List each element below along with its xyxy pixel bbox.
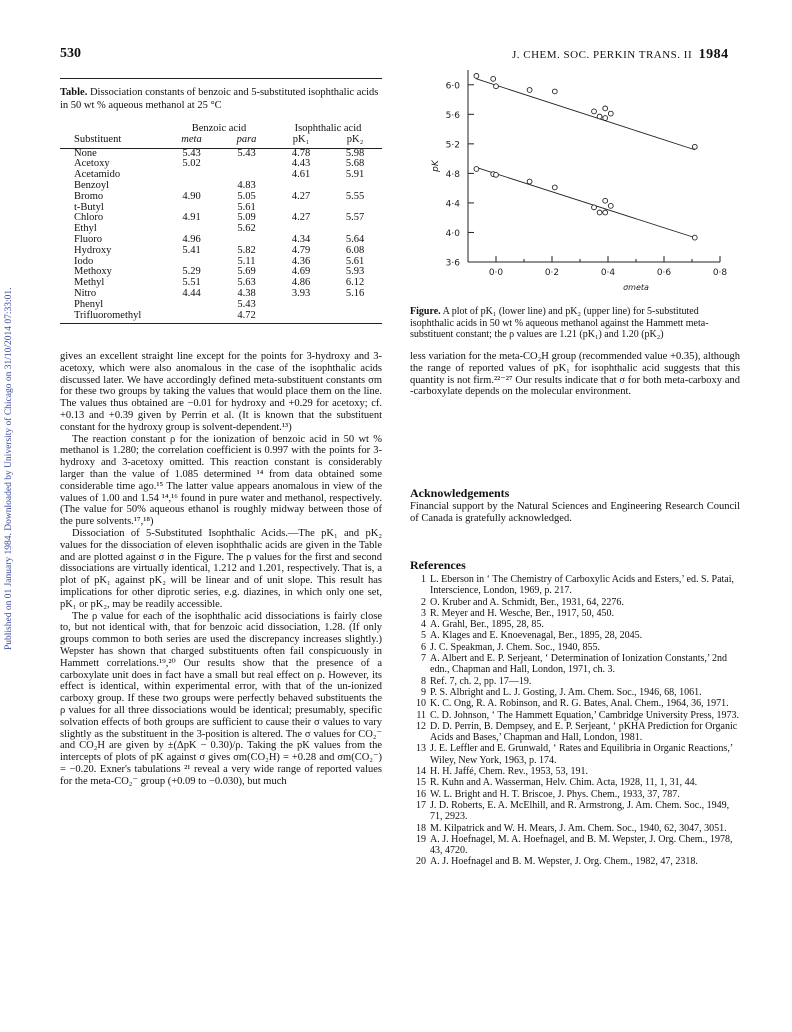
table-cell-pk2: 5.55	[345, 190, 365, 202]
reference-item	[410, 619, 740, 630]
table-cell-sub: Fluoro	[74, 233, 103, 245]
table-cell-para: 5.09	[237, 212, 256, 224]
reference-item	[410, 676, 740, 687]
reference-item	[410, 608, 740, 619]
table-cell-pk1	[274, 300, 328, 311]
data-point	[692, 144, 697, 149]
table-cell-pk2: 5.57	[345, 212, 365, 224]
data-point	[603, 210, 608, 215]
reference-text: D. D. Perrin, B. Dempsey, and E. P. Serjeant, ‘ pKHA Prediction for Organic Acids and Bases,’ Chapman and Hall, London, 1981.	[430, 720, 738, 744]
col-pk2: pK₂	[346, 133, 364, 145]
reference-number: 11	[416, 709, 426, 721]
table-cell-meta: 4.91	[182, 212, 201, 224]
header-rule	[60, 78, 382, 79]
data-point	[692, 235, 697, 240]
reference-text: A. Albert and E. P. Serjeant, ‘ Determination of Ionization Constants,’ 2nd edn., Chapman and Hall, London, 1971, ch. 3.	[430, 653, 727, 676]
table-cell-sub: t-Butyl	[74, 201, 104, 213]
data-point	[527, 88, 532, 93]
journal-name: J. CHEM. SOC. PERKIN TRANS. II	[512, 49, 693, 61]
table-cell-pk1: 3.93	[291, 287, 311, 299]
reference-number: 9	[421, 686, 426, 698]
reference-item	[410, 698, 740, 709]
table-cell-pk1: 4.27	[291, 190, 311, 202]
reference-number: 1	[421, 574, 426, 585]
table-bottom-rule	[60, 321, 382, 324]
x-tick-label: 0·4	[600, 268, 616, 278]
reference-number: 12	[416, 720, 426, 732]
references-list	[410, 574, 740, 868]
col-pk1: pK₁	[292, 133, 310, 145]
table-row	[60, 267, 382, 278]
data-point	[552, 185, 557, 190]
reference-item	[410, 766, 740, 777]
reference-item	[410, 597, 740, 608]
table-cell-sub: Acetoxy	[74, 158, 110, 170]
data-point	[608, 111, 613, 116]
table-row	[60, 224, 382, 235]
table-cell-pk2: 5.64	[345, 233, 365, 245]
table-cell-pk2: 5.68	[345, 158, 365, 170]
table-cell-pk1: 4.79	[291, 244, 311, 256]
reference-number: 15	[416, 777, 426, 789]
reference-number: 10	[416, 698, 426, 710]
table-cell-pk1: 4.43	[291, 158, 311, 170]
reference-item	[410, 653, 740, 676]
data-point	[527, 179, 532, 184]
table-cell-pk2: 5.98	[345, 147, 365, 159]
paragraph-5: less variation for the meta-CO₂H group (recommended value +0.35), although the range of reported values of pK₁ for isophthalic acid suggests that this quantity is not firm.²²⁻²⁷ Our results indicate that σ for both meta-carboxy and -carboxylate depends on the molecular environment.	[410, 351, 740, 398]
reference-item	[410, 834, 740, 857]
reference-item	[410, 721, 740, 744]
acknowledgements-heading: Acknowledgements	[410, 486, 510, 500]
reference-item	[410, 789, 740, 800]
data-point	[494, 84, 499, 89]
y-tick-label: 4·8	[445, 169, 460, 180]
table-cell-sub: Benzoyl	[74, 179, 109, 191]
table-cell-para: 5.69	[237, 266, 256, 278]
table-cell-pk2: 5.91	[345, 169, 365, 181]
reference-text: W. L. Bright and H. T. Briscoe, J. Phys. Chem., 1933, 37, 787.	[430, 788, 680, 800]
table-cell-para: 4.38	[237, 287, 256, 299]
table-cell-pk2: 5.16	[345, 287, 365, 299]
reference-item	[410, 574, 740, 597]
x-tick-label: 0·0	[488, 268, 504, 278]
pk-vs-sigma-chart	[410, 62, 740, 302]
reference-number: 5	[421, 630, 426, 642]
y-tick-label: 5·2	[445, 140, 460, 151]
paragraph-3: Dissociation of 5-Substituted Isophthalic Acids.—The pK₁ and pK₂ values for the dissociation of eleven isophthalic acids are given in the Table and are plotted against σ in the Figure. The ρ values for the first and second dissociations are virtually identical, 1.212 and 1.201, respectively. That is, a plot of pK₁ against pK₂ will be linear and of unit slope. This result has implications for other diprotic series, e.g. diazines, in which only one set, pK₁ or pK₂, may be readily accessible.	[60, 527, 382, 610]
reference-text: J. C. Speakman, J. Chem. Soc., 1940, 855.	[430, 641, 600, 653]
table-cell-pk2: 5.61	[345, 255, 365, 267]
paragraph-4: The ρ value for each of the isophthalic acid dissociations is fairly close to, but not identical with, that for benzoic acid dissociation, 1.28. (If only groups common to both series are used the discrepancy increases slightly.) Wepster has shown that charged substituents often fail conspicuously in Hammett correlations.¹⁹,²⁰ Our results show that the presence of a carboxylate unit does in fact have a small but real effect on ρ. However, its effect is identical, within experimental error, with that of the un-ionized carboxy group. If these two groups were perfectly behaved substituents the ρ values for all three dissociations would be identical; presumably, specific solvation effects of both groups are sufficient to cause their σ values to vary slightly as the substituent in the 3-position is altered. The σ values for CO₂⁻ and CO₂H are given by ±(ΔpK − 0.30)/ρ. Taking the pK values from the intercepts of plots of pK against σ gives σm(CO₂H) = +0.28 and σm(CO₂⁻) = −0.20. Exner's tabulations ²¹ reveal a very wide range of reported values for the meta-CO₂⁻ group (+0.09 to −0.030), but much	[60, 610, 382, 787]
table-cell-meta: 5.51	[182, 277, 201, 289]
reference-text: C. D. Johnson, ‘ The Hammett Equation,’ Cambridge University Press, 1973.	[430, 709, 740, 721]
table-row	[60, 289, 382, 300]
table-row	[60, 278, 382, 289]
table-cell-meta: 4.90	[182, 190, 201, 202]
x-tick-label: 0·6	[656, 268, 672, 278]
table-cell-pk1: 4.36	[291, 255, 311, 267]
table-cell-meta: 4.96	[182, 233, 201, 245]
fit-line	[476, 79, 694, 150]
reference-text: K. C. Ong, R. A. Robinson, and R. G. Bates, Anal. Chem., 1964, 36, 1971.	[430, 698, 729, 710]
right-column-body	[410, 351, 740, 398]
table-row	[60, 203, 382, 214]
reference-text: P. S. Albright and L. J. Gosting, J. Am. Chem. Soc., 1946, 68, 1061.	[430, 686, 702, 698]
table-row	[60, 300, 382, 311]
y-tick-label: 6·0	[445, 81, 460, 92]
table-cell-pk2	[328, 311, 382, 322]
data-point	[474, 167, 479, 172]
col-meta: meta	[181, 133, 202, 145]
reference-text: A. J. Hoefnagel and B. M. Wepster, J. Org. Chem., 1982, 47, 2318.	[430, 856, 698, 868]
y-tick-label: 4·4	[445, 199, 460, 210]
y-tick-label: 5·6	[445, 110, 460, 121]
reference-number: 2	[421, 596, 426, 608]
paragraph-2: The reaction constant ρ for the ionization of benzoic acid in 50 wt % methanol is 1.280; the correlation coefficient is 0.997 with the points for 3-hydroxy and 3-acetoxy omitted. This reaction constant is considerably larger than the value of 1.085 determined ¹⁴ from data obtained some considerable time ago.¹⁵ The latter value appears anomalous in view of the values of 1.00 and 1.54 ¹⁴,¹⁶ found in pure water and methanol, respectively. (The value for 50% aqueous ethanol is roughly midway between those of the pure solvents.¹⁷,¹⁸)	[60, 433, 382, 528]
data-point	[552, 89, 557, 94]
y-tick-label: 4·0	[445, 228, 460, 239]
table-cell-sub: Ethyl	[74, 223, 97, 235]
y-axis-label: pK	[431, 160, 441, 172]
table-cell-para: 5.82	[237, 244, 256, 256]
table-row	[60, 311, 382, 322]
y-tick-label: 3·6	[445, 258, 460, 269]
reference-text: M. Kilpatrick and W. H. Mears, J. Am. Chem. Soc., 1940, 62, 3047, 3051.	[430, 822, 727, 834]
table-cell-sub: Trifluoromethyl	[74, 309, 142, 321]
table-cell-pk2: 6.12	[345, 277, 365, 289]
table-cell-pk1: 4.86	[291, 277, 311, 289]
reference-text: J. D. Roberts, E. A. McElhill, and R. Armstrong, J. Am. Chem. Soc., 1949, 71, 2923.	[430, 799, 730, 823]
reference-item	[410, 630, 740, 641]
reference-item	[410, 710, 740, 721]
table-row	[60, 246, 382, 257]
references-heading: References	[410, 558, 466, 572]
table-cell-pk2: 5.93	[345, 266, 365, 278]
reference-item	[410, 687, 740, 698]
data-point	[603, 116, 608, 121]
data-point	[597, 114, 602, 119]
table-caption	[60, 86, 382, 112]
data-point	[474, 74, 479, 79]
table-cell-sub: Phenyl	[74, 298, 104, 310]
col-para: para	[236, 133, 257, 145]
dissociation-table	[60, 124, 382, 324]
table-cell-meta: 5.41	[182, 244, 201, 256]
table-cell-para: 4.83	[237, 179, 256, 191]
left-column-body	[60, 351, 382, 787]
reference-text: O. Kruber and A. Schmidt, Ber., 1931, 64, 2276.	[430, 596, 624, 608]
reference-item	[410, 823, 740, 834]
journal-year: 1984	[698, 47, 729, 62]
table-cell-meta: 5.29	[182, 266, 201, 278]
reference-text: L. Eberson in ‘ The Chemistry of Carboxylic Acids and Esters,’ ed. S. Patai, Interscience, London, 1969, p. 217.	[430, 574, 735, 597]
table-cell-para: 5.62	[237, 223, 256, 235]
table-cell-sub: Chloro	[74, 212, 104, 224]
reference-text: H. H. Jaffé, Chem. Rev., 1953, 53, 191.	[430, 766, 589, 778]
reference-number: 8	[421, 675, 426, 687]
reference-item	[410, 642, 740, 653]
table-cell-meta	[164, 170, 219, 181]
reference-text: A. Klages and E. Knoevenagal, Ber., 1895, 28, 2045.	[430, 630, 643, 642]
table-cell-pk1: 4.69	[291, 266, 311, 278]
reference-number: 19	[416, 833, 426, 845]
watermark-text: Published on 01 January 1984. Downloaded by University of Chicago on 31/10/2014 07:33:01.	[4, 287, 14, 650]
table-caption-text: Dissociation constants of benzoic and 5-substituted isophthalic acids in 50 wt % aqueous methanol at 25 °C	[60, 87, 379, 111]
table-cell-sub: Methyl	[74, 277, 105, 289]
reference-text: A. Grahl, Ber., 1895, 28, 85.	[430, 619, 544, 631]
table-cell-para: 5.61	[237, 201, 256, 213]
table-cell-pk1	[274, 311, 328, 322]
data-point	[608, 203, 613, 208]
table-row	[60, 181, 382, 192]
reference-text: R. Kuhn and A. Wasserman, Helv. Chim. Acta, 1928, 11, 1, 31, 44.	[430, 777, 698, 789]
reference-number: 7	[421, 653, 426, 665]
table-cell-pk2: 6.08	[345, 244, 365, 256]
data-point	[592, 205, 597, 210]
table-row	[60, 213, 382, 224]
group-benzoic: Benzoic acid	[191, 123, 247, 134]
data-point	[603, 198, 608, 203]
x-tick-label: 0·2	[544, 268, 560, 278]
reference-number: 20	[416, 856, 426, 868]
table-cell-para: 5.11	[237, 255, 256, 267]
table-cell-pk1: 4.27	[291, 212, 311, 224]
download-watermark	[4, 130, 18, 650]
table-cell-sub: Bromo	[74, 190, 104, 202]
table-cell-pk1: 4.78	[291, 147, 311, 159]
data-point	[603, 106, 608, 111]
reference-number: 6	[421, 641, 426, 653]
reference-number: 3	[421, 607, 426, 619]
table-cell-sub: Nitro	[74, 287, 97, 299]
table-cell-sub: Acetamido	[74, 169, 121, 181]
reference-number: 13	[416, 743, 426, 755]
acknowledgements-text: Financial support by the Natural Sciences and Engineering Research Council of Canada is gratefully acknowledged.	[410, 501, 740, 524]
journal-header	[512, 47, 729, 63]
table-cell-meta: 5.02	[182, 158, 201, 170]
reference-item	[410, 800, 740, 823]
table-cell-para: 5.05	[237, 190, 256, 202]
table-cell-para: 5.43	[237, 298, 256, 310]
table-cell-meta: 5.43	[182, 147, 201, 159]
group-isophthalic: Isophthalic acid	[294, 123, 362, 134]
reference-number: 14	[416, 766, 426, 778]
figure-caption-label: Figure.	[410, 306, 441, 317]
reference-number: 4	[421, 619, 426, 631]
data-point	[494, 172, 499, 177]
reference-text: R. Meyer and H. Wesche, Ber., 1917, 50, 450.	[430, 607, 614, 619]
table-cell-para: 5.43	[237, 147, 256, 159]
table-cell-sub: None	[74, 147, 97, 159]
table-cell-sub: Iodo	[74, 255, 94, 267]
table-cell-para: 4.72	[237, 309, 256, 321]
x-axis-label: σmeta	[623, 283, 649, 292]
reference-number: 18	[416, 822, 426, 834]
table-cell-pk1: 4.61	[291, 169, 311, 181]
table-cell-pk1: 4.34	[291, 233, 311, 245]
reference-number: 16	[416, 788, 426, 800]
figure-caption	[410, 306, 740, 341]
reference-text: A. J. Hoefnagel, M. A. Hoefnagel, and B. M. Wepster, J. Org. Chem., 1978, 43, 4720.	[430, 833, 733, 857]
reference-text: J. E. Leffler and E. Grunwald, ‘ Rates and Equilibria in Organic Reactions,’ Wiley, New York, 1963, p. 174.	[430, 743, 733, 766]
page-number: 530	[60, 46, 81, 61]
table-cell-sub: Hydroxy	[74, 244, 112, 256]
reference-number: 17	[416, 799, 426, 811]
figure-caption-text: A plot of pK₁ (lower line) and pK₂ (upper line) for 5-substituted isophthalic acids in 50 wt % aqueous methanol against the Hammett meta-substituent constant; the ρ values are 1.21 (pK₁) and 1.20 (pK₂)	[410, 306, 709, 340]
table-cell-meta	[164, 300, 219, 311]
reference-text: Ref. 7, ch. 2, pp. 17—19.	[430, 675, 532, 687]
fit-line	[476, 167, 694, 237]
data-point	[597, 210, 602, 215]
table-cell-meta: 4.44	[182, 287, 201, 299]
data-point	[592, 109, 597, 114]
data-point	[491, 76, 496, 81]
table-column-header	[60, 135, 382, 146]
col-substituent: Substituent	[74, 133, 122, 145]
table-row	[60, 192, 382, 203]
table-cell-meta	[164, 311, 219, 322]
x-tick-label: 0·8	[712, 268, 728, 278]
table-cell-sub: Methoxy	[74, 266, 112, 278]
reference-item	[410, 856, 740, 867]
table-cell-para: 5.63	[237, 277, 256, 289]
reference-item	[410, 743, 740, 766]
paragraph-1: gives an excellent straight line except for the points for 3-hydroxy and 3-acetoxy, which were also anomalous in the case of the isophthalic acids discussed later. We have accordingly defined meta-substituent constants σm for these two groups by taking the values that would place them on the line. The values thus obtained are −0.01 for hydroxy and +0.29 for acetoxy; cf. +0.13 and +0.39 given by Perrin et al. (It is known that the substituent constant for the hydroxy group is solvent-dependent.¹³)	[60, 351, 382, 433]
table-cell-para	[219, 159, 274, 170]
table-cell-pk2	[328, 300, 382, 311]
reference-item	[410, 777, 740, 788]
table-caption-label: Table.	[60, 87, 88, 98]
